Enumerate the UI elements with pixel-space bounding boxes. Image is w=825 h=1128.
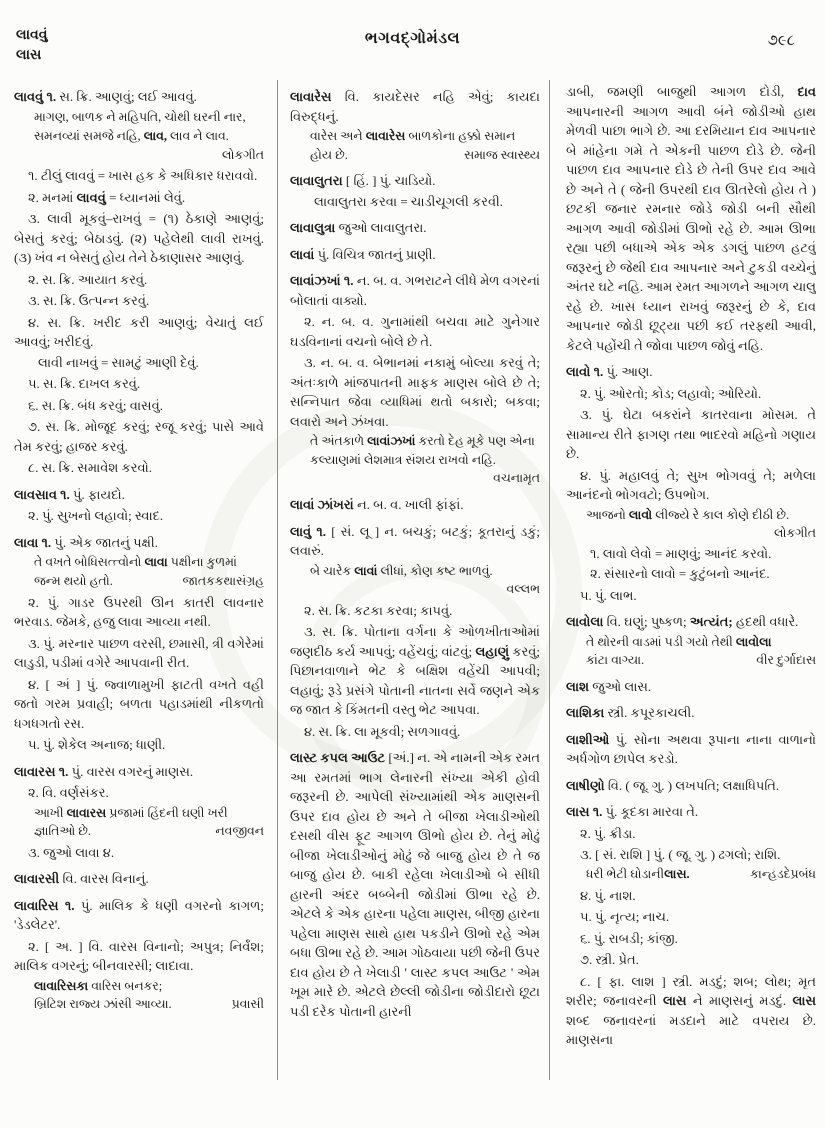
sense-item bbox=[14, 374, 264, 394]
headword-text: લાવારસ bbox=[66, 805, 107, 820]
body-text: પું. વારસ વગરનું માણસ. bbox=[71, 763, 194, 779]
sense-item bbox=[566, 586, 816, 606]
body-text: ૩. પું. મરનાર પાછળ વરસી, છમાસી, ત્રી વગેરેમાં લાડુડી, પડીમાં વગેરે આપવાની રીત. bbox=[14, 635, 264, 671]
body-text: વિ. વારસ વિનાનું. bbox=[62, 871, 149, 887]
headword-text: લાવારસ ૧. bbox=[14, 763, 72, 779]
headword-text: લાસ bbox=[662, 993, 687, 1009]
body-text: વિ. કાયદેસર નહિ એવું; કાયદા વિરુદ્ધનું. bbox=[290, 89, 540, 124]
body-text: ૨. પું. ઓરતો; કોડ; લહાવો; ઓરિયો. bbox=[580, 385, 762, 401]
dictionary-entry bbox=[14, 762, 264, 782]
running-head-first-word: લાવવું bbox=[16, 28, 48, 43]
citation bbox=[290, 580, 540, 599]
body-text: લાવાલુતરા કરવા = ચાડીચૂગલી કરવી. bbox=[314, 193, 504, 209]
body-text: પક્ષીના કુળમાં bbox=[167, 555, 237, 570]
citation bbox=[14, 146, 264, 165]
body-text: હદથી વધારે. bbox=[732, 614, 799, 630]
headword-text: લાશ bbox=[566, 678, 593, 694]
headword-text: લાવોલા bbox=[735, 634, 772, 649]
sense-item bbox=[566, 886, 816, 906]
headword-text: લાસ્ટ કપલ આઉટ bbox=[290, 750, 389, 766]
body-text: પું. માલિક કે ધણી વગરનો કાગળ; 'ડેડલેટર'. bbox=[14, 897, 264, 933]
body-text: ૫. પું. શેકેલ અનાજ; ધાણી. bbox=[28, 737, 166, 753]
sense-item bbox=[290, 601, 540, 621]
body-text: ન. બ. વ. ગભરાટને લીધે મેળ વગરનાં બોલાતાં વાક્યો. bbox=[290, 273, 540, 308]
quotation bbox=[310, 562, 540, 581]
body-text: સ. ક્રિ. આણવું; લઈ આવવું. bbox=[59, 89, 197, 104]
quotation-with-citation bbox=[586, 865, 816, 884]
headword-text: લહાણું bbox=[475, 643, 510, 659]
dictionary-entry bbox=[14, 87, 264, 107]
headword-text: લાવાલુત્રા bbox=[290, 220, 339, 236]
sense-item bbox=[14, 937, 264, 976]
sense-item bbox=[14, 843, 264, 863]
headword-text: લાશીઓ bbox=[566, 731, 616, 747]
citation: નવજીવન bbox=[215, 824, 264, 839]
headword-text: લાવા ૧. bbox=[14, 534, 55, 550]
body-text: ને માણસનું મડદું. bbox=[686, 993, 793, 1009]
headword-text: લાવાલુતરા bbox=[290, 173, 346, 189]
dictionary-entry bbox=[566, 612, 816, 632]
headword-text: લાષીણો bbox=[566, 777, 608, 793]
sense-item bbox=[566, 950, 816, 970]
citation: કાન્હડદેપ્રબંધ bbox=[750, 866, 816, 881]
body-text: ૪. સ. ક્રિ. ખરીદ કરી આણવું; વેચાતું લઈ આવવું; ખરીદવું. bbox=[14, 314, 264, 350]
citation: સમાજ સ્વાસ્થ્ય bbox=[464, 147, 540, 162]
idiom-line bbox=[566, 544, 816, 564]
dictionary-entry bbox=[14, 533, 264, 553]
sense-item bbox=[566, 405, 816, 464]
body-text: ૨. વિ. વર્ણસંકર. bbox=[28, 785, 109, 801]
headword-text: લાસ ૧. bbox=[566, 804, 606, 820]
sense-item bbox=[14, 634, 264, 673]
dictionary-entry bbox=[290, 245, 540, 265]
sense-item bbox=[290, 312, 540, 351]
body-text: આપનારની આગળ આવી બંને જોડીઓ હાથ મેળવી પાછા ભાગે છે. આ દરમિયાન દાવ આપનાર બે માંહેના ગમે તે એકની પાછળ દોડે છે. જેની પાછળ દાવ આપનાર દોડે છે તેની ઉપર દાવ આવે છે અને તે ( જેની ઉપરથી દાવ ઊતરેલો હોય તે ) છટકી જનાર રમનાર જોડે જોડી બની સૌથી આગળ આવી જોડીમાં ઊભો રહે છે. આમ ઊભા રહ્યા પછી બધાએ એક એક ડગલું પાછળ હટવું જરૂરનું છે જેથી દાવ આપનાર અને ટુકડી વચ્ચેનું અંતર ઘટે નહિ. આમ રમત આગળને આગળ ચાલુ રહે છે. ખાસ ધ્યાન રાખવું જરૂરનું છે કે, દાવ આપનાર જોડી છૂટ્યા પછી કઈ તરફથી આવી, કેટલે પહોંચી તે જોવા પાછળ જોવું નહિ. bbox=[566, 103, 816, 353]
body-text: ધરી ભેટી ઘોડાની bbox=[586, 866, 665, 881]
body-text: બાળકોના હક્કો સમાન bbox=[405, 129, 516, 143]
body-text: ૨. સ. ક્રિ. આયાત કરવું. bbox=[28, 271, 148, 287]
headword-text: લાવ, bbox=[143, 129, 167, 144]
body-text: ૮. સ. ક્રિ. સમાવેશ કરવો. bbox=[28, 460, 153, 476]
body-text: સમનવ્યાં સમજે નહિ, bbox=[34, 129, 144, 144]
dictionary-entry bbox=[566, 362, 816, 382]
column-3 bbox=[566, 80, 816, 1100]
headword-text: લાવસાવ ૧. bbox=[14, 486, 74, 502]
sense-item bbox=[14, 166, 264, 186]
idiom-line bbox=[14, 353, 264, 373]
body-text: આજનો bbox=[586, 507, 629, 522]
dictionary-entry bbox=[290, 171, 540, 191]
citation bbox=[290, 469, 540, 488]
column-1 bbox=[14, 80, 264, 1100]
sense-item bbox=[14, 396, 264, 416]
body-text: સ્ત્રી. કપૂરકાચલી. bbox=[607, 705, 695, 721]
quotation bbox=[34, 127, 264, 146]
body-text: ૩. સ. ક્રિ. પોતાના વર્ગના કે ઓળખીતાઓમાં જણદીઠ કર્ય આપવું; વહેંચવું; વાંટવું; bbox=[290, 624, 540, 659]
body-text: ૫. સ. ક્રિ. દાખલ કરવું. bbox=[28, 376, 141, 392]
quotation bbox=[310, 432, 540, 469]
body-text: ન. બ. વ. ખાલી ફાંફાં. bbox=[356, 497, 464, 513]
dictionary-entry bbox=[290, 522, 540, 561]
headword-text: લાવાં ઝાંખરાં bbox=[290, 497, 357, 513]
sense-item bbox=[566, 466, 816, 505]
body-text: ૩. ન. બ. વ. બેભાનમાં નકામું બોલ્યા કરવું તે; અંતઃકાળે માંજપાતની માફક માણસ બોલે છે તે; સન્નિપાત જેવા વ્યાધિમાં થતો બકારો; બકવા; લવારો અને ઝંખવા. bbox=[290, 355, 540, 429]
body-text: ૫. પું. લાભ. bbox=[580, 587, 637, 603]
sense-item bbox=[14, 291, 264, 311]
body-text: ૨. પું. સુખનો લહાવો; સ્વાદ. bbox=[28, 508, 164, 524]
dictionary-entry bbox=[290, 495, 540, 515]
body-text: પું. ફાયદો. bbox=[73, 486, 125, 502]
sense-item bbox=[14, 506, 264, 526]
headword-text: લાવો bbox=[628, 507, 653, 522]
quotation-with-citation bbox=[34, 572, 264, 591]
headword-text: લાવવું bbox=[76, 189, 106, 205]
body-text: માગણ, બાળક ને મહિપતિ, ચોથી ઘરની નાર, bbox=[34, 109, 246, 124]
body-text: ૪. સ. ક્રિ. લા મૂકવી; સળગાવવું. bbox=[304, 723, 461, 739]
body-text: ૩. [ સં. રાશિ ] પું. ( જૂ. ગુ. ) ઢગલો; રાશિ. bbox=[580, 847, 781, 863]
body-text: ૪. [ અં ] પું. જ્વાળામુખી ફાટતી વખતે વહી જતો ગરમ પ્રવાહી; બળતા પહાડમાંથી નીકળતો ધગધગતો રસ. bbox=[14, 676, 264, 731]
dictionary-entry bbox=[290, 87, 540, 126]
citation bbox=[566, 524, 816, 543]
body-text: કાંટા વાગ્યા. bbox=[586, 653, 645, 668]
dictionary-entry bbox=[290, 271, 540, 310]
headword-text: લાવાં bbox=[290, 246, 318, 262]
idiom-line bbox=[290, 192, 540, 212]
sense-item bbox=[14, 593, 264, 632]
sense-item bbox=[566, 907, 816, 927]
quotation-with-citation bbox=[310, 146, 540, 165]
headword-text: લાશિકા bbox=[566, 705, 608, 721]
body-text: બ્રિટિશ રાજ્ય ઝાંસી આવ્યા. bbox=[34, 997, 172, 1012]
headword-text: લાવારેસ bbox=[365, 129, 406, 143]
dictionary-entry bbox=[290, 748, 540, 1021]
dictionary-entry bbox=[14, 896, 264, 935]
dictionary-entry bbox=[566, 703, 816, 723]
headword-text: લાવારિસ ૧. bbox=[14, 897, 81, 913]
body-text: [અં.] ન. એ નામની એક રમત આ રમતમાં ભાગ લેનારની સંખ્યા એકી હોવી જરૂરની છે. આપેલી સંખ્યામાંથી એક માણસની ઉપર દાવ હોય છે અને તે બીજા ખેલાડીઓથી દસથી વીસ ફૂટ આગળ ઊભો હોય છે. તેનું મોઢું બીજા ખેલાડીઓનું મોઢું જે બાજુ હોય છે તે જ બાજુ હોય છે. બાકી રહેલા ખેલાડીઓ બે સીધી હારની અંદર બબ્બેની જોડીમાં ઊભા રહે છે. એટલે કે એક હારના પહેલા માણસ, બીજી હારના પહેલા માણસ સાથે હાથ પકડીને ઊભો રહે એમ બધા ઊભા રહે છે. આમ ગોઠવાયા પછી જેની ઉપર દાવ હોય છે તે ખેલાડી ' લાસ્ટ કપલ આઉટ ' એમ ખૂમ મારે છે. એટલે છેલ્લી જોડીના જોડીદારો છૂટા પડી દરેક પોતાની હારની bbox=[290, 750, 540, 1019]
quotation bbox=[586, 506, 816, 525]
body-text: ૨. પું. ગાડર ઉપરથી ઊન કાતરી લાવનાર ભરવાડ. જેમકે, હજુ લાવા આવ્યા નથી. bbox=[14, 594, 264, 630]
sense-item bbox=[566, 824, 816, 844]
body-text: વારેસ અને bbox=[310, 129, 366, 143]
body-text: ૨. પું. ક્રીડા. bbox=[580, 825, 636, 841]
body-text: હોય છે. bbox=[310, 147, 348, 162]
body-text: લોકગીત bbox=[221, 147, 264, 162]
body-text: ૧. ટીલું લાવવું = ખાસ હક કે અધિકાર ધરાવવો. bbox=[28, 168, 258, 184]
sense-item bbox=[14, 675, 264, 734]
page-title: ભગવદ્ગોમંડલ bbox=[364, 30, 461, 47]
body-text: [ હિં. ] પું. ચાડિયો. bbox=[345, 173, 436, 189]
headword-text: લાવા bbox=[144, 555, 168, 570]
body-text: ડાબી, જમણી બાજુથી આગળ દોડી, bbox=[566, 84, 798, 99]
sense-item bbox=[566, 972, 816, 1050]
headword-text: લાસ bbox=[792, 993, 816, 1009]
body-text: પું. સોના અથવા રૂપાના નાના વાળાનો અર્ધગોળ છાપેલ કરડો. bbox=[566, 731, 816, 767]
dictionary-entry bbox=[290, 218, 540, 238]
body-text: વારિસ બનકર; bbox=[88, 978, 163, 993]
headword-text: લાવાંઝખાં bbox=[367, 434, 416, 449]
headword-text: લાવાં bbox=[354, 563, 378, 578]
quotation-with-citation bbox=[34, 822, 264, 841]
body-text: ૨. ન. બ. વ. ગુનામાંથી બચવા માટે ગુનેગાર ઘડવિનાનાં વચનો બોલે છે તે. bbox=[290, 314, 540, 349]
quotation bbox=[34, 553, 264, 572]
column-2 bbox=[290, 80, 540, 1100]
headword-text: લાવાંઝખાં ૧. bbox=[290, 273, 357, 289]
body-text: પું. વિચિત્ર જાતનું પ્રાણી. bbox=[317, 246, 436, 262]
dictionary-entry bbox=[14, 485, 264, 505]
body-text: ૨. સંસારનો લાવો = કુટુંબનો આનંદ. bbox=[590, 566, 770, 582]
body-text: ૩. સ. ક્રિ. ઉત્પન્ન કરવું. bbox=[28, 293, 150, 309]
sense-item bbox=[566, 384, 816, 404]
quotation bbox=[34, 804, 264, 823]
sense-item bbox=[14, 188, 264, 208]
sense-item bbox=[290, 622, 540, 720]
body-text: ૬. સ. ક્રિ. બંધ કરવું; વાસવું. bbox=[28, 397, 163, 413]
body-text: ૭. સ. ક્રિ. મોજૂદ કરવું; રજૂ કરવું; પાસે આવે તેમ કરવું; હાજર કરવું. bbox=[14, 419, 264, 454]
body-text: જ્ઞાતિઓ છે. bbox=[34, 824, 91, 839]
body-text: ૨. મનમાં bbox=[28, 189, 77, 205]
body-text: જન્મ થયો હતો. bbox=[34, 573, 113, 588]
dictionary-entry bbox=[566, 802, 816, 822]
headword-text: લાવારેસ bbox=[290, 89, 345, 104]
body-text: લોકગીત bbox=[773, 526, 816, 541]
sense-item bbox=[14, 735, 264, 755]
sense-item bbox=[566, 929, 816, 949]
body-text: ૮. [ ફા. લાશ ] સ્ત્રી. મડદું; શબ; લોથ; મૃત શરીર; જનાવરની bbox=[566, 973, 816, 1009]
body-text: [ સં. લૂ ] ન. બચકું; બટકું; કૂતરાનું ડકું; લવારું. bbox=[290, 523, 540, 559]
dictionary-entry bbox=[566, 730, 816, 769]
headword-text: લાવોલા bbox=[566, 614, 607, 630]
headword-text: લાવારસી bbox=[14, 871, 63, 887]
body-text: કરવું; પિછાનવાળાને ભેટ કે બક્ષિશ વહેંચી આપવી; લહાવું; રૂડે પ્રસંગે પોતાની નાતના સર્વે જણને એક જ જાત કે કિંમતની વસ્તુ ભેટ આપવા. bbox=[290, 643, 540, 718]
citation: પ્રવાસી bbox=[231, 997, 264, 1012]
body-text: ૨. સ. ક્રિ. કટકા કરવા; કાપવું. bbox=[304, 602, 453, 618]
headword-text: લાસ. bbox=[664, 866, 690, 881]
body-text: ૭. સ્ત્રી. પ્રેત. bbox=[580, 952, 639, 968]
sense-item bbox=[14, 417, 264, 456]
quotation bbox=[586, 633, 816, 652]
body-text: ૩. જુઓ લાવા ૪. bbox=[28, 844, 115, 860]
sense-item bbox=[14, 458, 264, 478]
quotation bbox=[310, 127, 540, 146]
sense-item bbox=[14, 270, 264, 290]
dictionary-entry bbox=[566, 776, 816, 796]
dictionary-entry bbox=[14, 869, 264, 889]
text-columns bbox=[14, 80, 816, 1100]
headword-text: લાવો ૧. bbox=[566, 364, 607, 379]
sense-item bbox=[14, 783, 264, 803]
idiom-line bbox=[566, 564, 816, 584]
body-text: પું. કૂદકા મારવા તે. bbox=[605, 804, 699, 820]
body-text: પ્રજામાં હિંદની ઘણી ખરી bbox=[106, 805, 228, 820]
body-text: ૪. પું. નાશ. bbox=[580, 887, 636, 903]
sense-item bbox=[14, 313, 264, 352]
body-text: કરતો દેહ મૂકે પણ એના કલ્યાણમાં લેશમાત્ર સંશય રાખવો નહિ. bbox=[310, 434, 535, 467]
running-head-last-word: લાસ bbox=[16, 48, 42, 64]
body-text: બે ચારેક bbox=[310, 563, 355, 578]
sense-item bbox=[14, 209, 264, 268]
body-text: ૩. લાવી મૂકવું–રાખવું = (૧) ઠેકાણે આણવું; બેસતું કરવું; બેઠાડવું. (૨) પહેલેથી લાવી રાખવું. (૩) ખંવ ન બેસતું હોય તેને ઠેકાણાસર આણવું. bbox=[14, 211, 264, 266]
body-text: શબ્દ જનાવરનાં મડદાને માટે વપરાય છે. માણસના bbox=[566, 1012, 816, 1048]
body-text: લાવ ને લાવ. bbox=[166, 129, 229, 144]
body-text: વલ્લભ bbox=[506, 582, 540, 597]
headword-text: અત્યંત; bbox=[689, 614, 733, 630]
quotation-with-citation bbox=[34, 995, 264, 1014]
body-text: તે થોરની વાડમાં પડી ગયો તેથી bbox=[586, 634, 736, 649]
body-text: = ધ્યાનમાં લેવું. bbox=[105, 189, 186, 205]
dictionary-entry bbox=[566, 677, 816, 697]
body-text: ૪. પું. મહાલવું તે; સુખ ભોગવવું તે; મળેલા આનંદનો ભોગવટો; ઉપભોગ. bbox=[566, 467, 816, 502]
citation: જાતકકથાસંગ્રહ bbox=[182, 573, 264, 588]
body-text: ૨. [ અ. ] વિ. વારસ વિનાનો; અપુત્ર; નિર્વંશ; માલિક વગરનું; બીનવારસી; લાદાવા. bbox=[14, 938, 264, 974]
headword-text: દાવ bbox=[797, 84, 816, 99]
headword-text: લાવું ૧. bbox=[290, 523, 332, 539]
body-text: ૩. પું. ઘેટા બકરાંને કાતરવાના મોસમ. તે સામાન્ય રીતે ફાગણ તથા ભાદરવો મહિનો ગણાય છે. bbox=[566, 407, 816, 461]
body-text: આખી bbox=[34, 805, 67, 820]
body-text: વિ. ઘણું; પુષ્કળ; bbox=[606, 614, 690, 630]
sense-item bbox=[566, 845, 816, 865]
body-text: ૧. લાવો લેવો = માણવું; આનંદ કરવો. bbox=[590, 545, 772, 561]
body-text: વિ. ( જૂ. ગુ. ) લખપતિ; લક્ષાધિપતિ. bbox=[607, 777, 780, 793]
quotation bbox=[34, 108, 264, 127]
body-text: પું. આણ. bbox=[606, 364, 653, 379]
body-text: વચનામૃત bbox=[493, 471, 540, 486]
body-text: લીધાં, કોણ કષ્ટ ભાળવું. bbox=[377, 563, 493, 578]
body-text: પું. એક જાતનું પક્ષી. bbox=[54, 534, 158, 550]
sense-item bbox=[290, 353, 540, 431]
body-text: લાવી નાખવું = સામટું આણી દેવું. bbox=[38, 354, 199, 370]
body-text bbox=[566, 82, 816, 355]
headword-text: લાવવું ૧. bbox=[14, 89, 60, 104]
body-text: જુઓ લાસ. bbox=[592, 678, 652, 694]
body-text: તે વખતે બોધિસત્ત્વોનો bbox=[34, 555, 145, 570]
sense-item bbox=[290, 722, 540, 742]
body-text: જુઓ લાવાલુતરા. bbox=[338, 220, 427, 236]
quotation-with-citation bbox=[586, 651, 816, 670]
page-number: ૭૯૮ bbox=[767, 33, 795, 49]
body-text: ૬. પું. રાબડી; કાંજી. bbox=[580, 930, 678, 946]
body-text: લીજ્યે રે કાલ કોણે દીઠી છે. bbox=[652, 507, 790, 522]
citation: વીર દુર્ગાદાસ bbox=[756, 653, 816, 668]
body-text: તે અંતકાળે bbox=[310, 434, 368, 449]
quotation bbox=[34, 977, 264, 996]
headword-text: લાવારિસકા bbox=[34, 978, 89, 993]
body-text: ૫. પું. નૃત્ય; નાચ. bbox=[580, 909, 670, 925]
